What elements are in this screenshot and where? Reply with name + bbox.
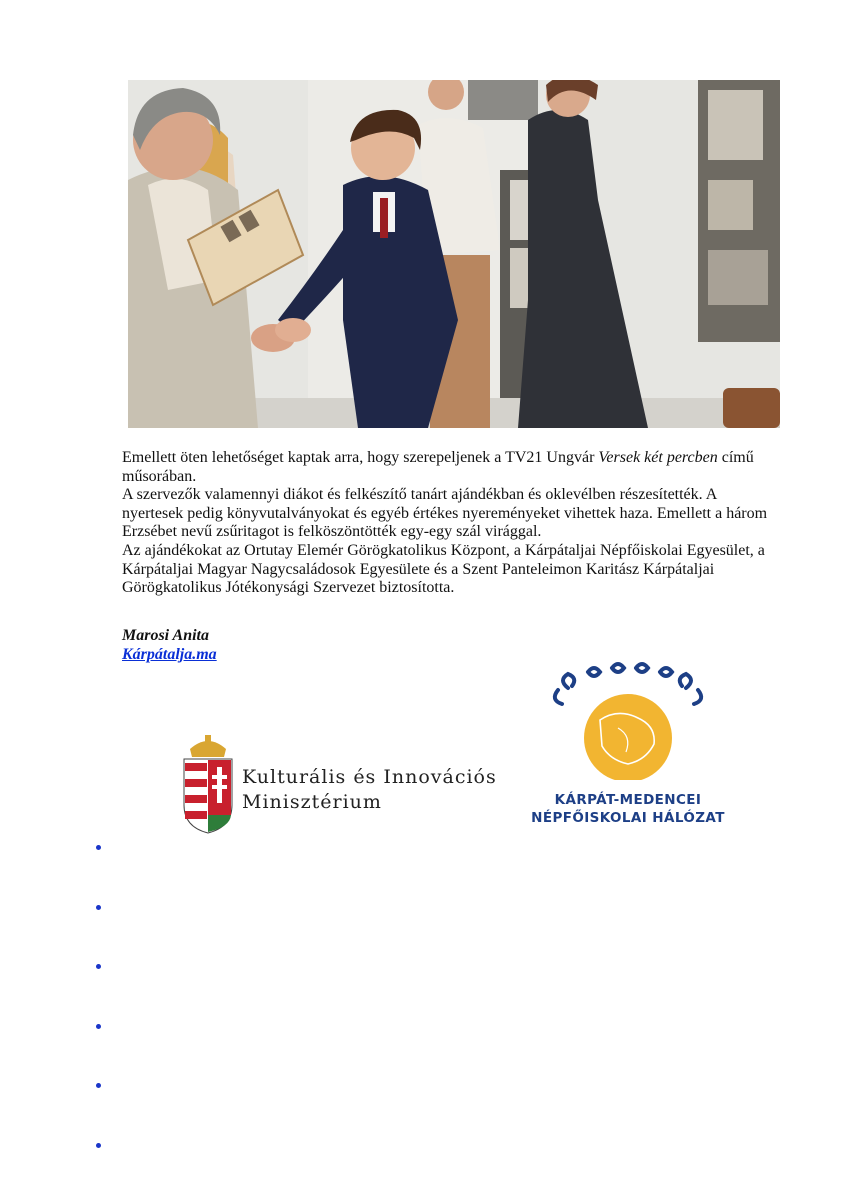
signature-block [122, 626, 217, 664]
article-paragraph: Emellett öten lehetőséget kaptak arra, hogy szerepeljenek a TV21 Ungvár Versek két percben című műsorában. [122, 449, 754, 485]
hungarian-coat-of-arms-icon [180, 735, 236, 835]
article-body [122, 449, 772, 598]
bullet-icon [96, 1083, 101, 1088]
bullet-icon [96, 1024, 101, 1029]
bullet-icon [96, 1143, 101, 1148]
network-logo [528, 660, 728, 832]
ministry-name: Kulturális és Innovációs Minisztérium [242, 766, 497, 813]
award-ceremony-photo [128, 80, 780, 428]
network-name-line1: KÁRPÁT-MEDENCEI [554, 792, 702, 808]
folk-highschool-emblem-icon [528, 660, 728, 780]
article-paragraph: A szervezők valamennyi diákot és felkészítő tanárt ajándékban és oklevélben részesítették. A nyertesek pedig könyvutalványokat és egyéb értékes nyereményeket vihettek haza. Emellett a három Erzsébet nevű zsűritagot is felköszöntötték egy-egy szál virággal. [122, 486, 768, 541]
show-title: Versek két percben [598, 449, 718, 466]
article-paragraph: Az ajándékokat az Ortutay Elemér Görögkatolikus Központ, a Kárpátaljai Népfőiskolai Egyesület, a Kárpátaljai Magyar Nagycsaládosok Egyesülete és a Szent Panteleimon Karitász Kárpátaljai Görögkatolikus Jótékonysági Szervezet biztosította. [122, 541, 765, 597]
bullet-icon [96, 964, 101, 969]
source-link[interactable]: Kárpátalja.ma [122, 646, 217, 663]
bullet-icon [96, 845, 101, 850]
bullet-icon [96, 905, 101, 910]
ministry-logo [180, 735, 520, 835]
author-name: Marosi Anita [122, 627, 209, 644]
network-name-line2: NÉPFŐISKOLAI HÁLÓZAT [531, 810, 725, 826]
